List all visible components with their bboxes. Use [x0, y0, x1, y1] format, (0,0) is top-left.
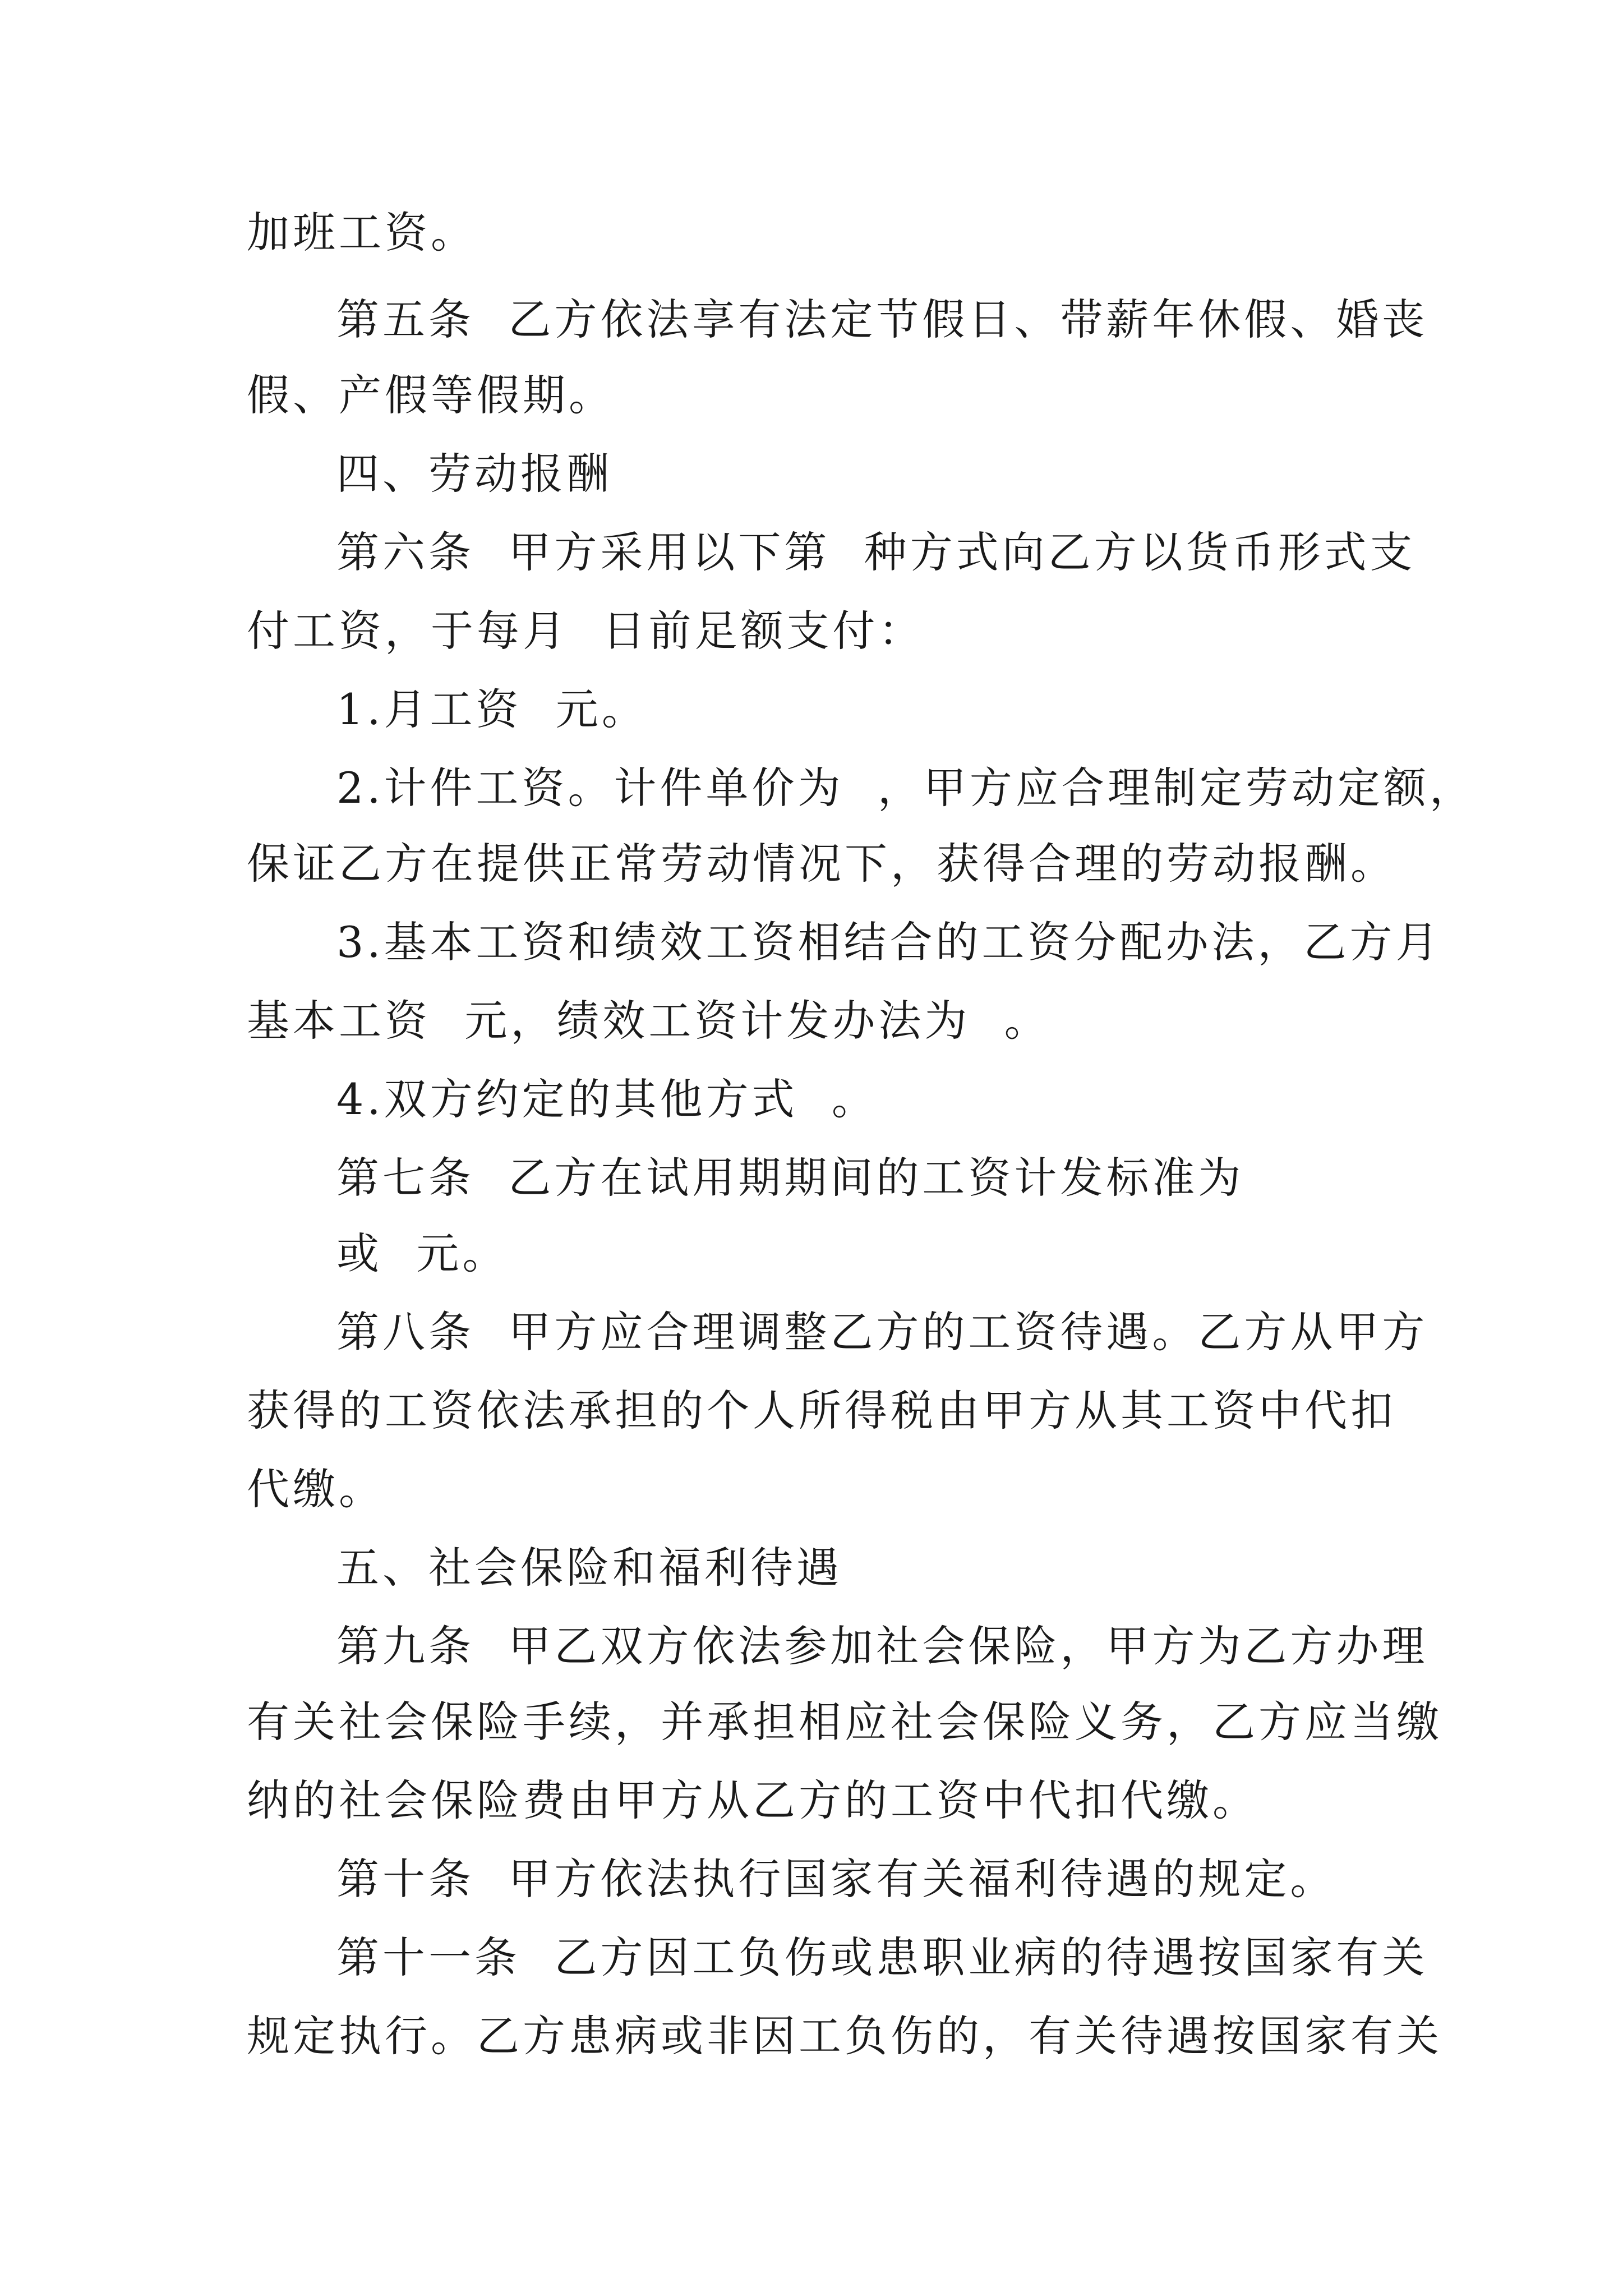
text-line: 2.计件工资。计件单价为 ，甲方应合理制定劳动定额， [336, 763, 1476, 813]
text-line: 加班工资。 [247, 208, 477, 257]
text-line: 第六条 甲方采用以下第 种方式向乙方以货币形式支 [336, 527, 1416, 577]
text-line: 纳的社会保险费由甲方从乙方的工资中代扣代缴。 [247, 1775, 1258, 1825]
text-line: 第八条 甲方应合理调整乙方的工资待遇。乙方从甲方 [336, 1307, 1428, 1357]
text-line: 有关社会保险手续，并承担相应社会保险义务，乙方应当缴 [247, 1697, 1442, 1747]
text-line: 第十条 甲方依法执行国家有关福利待遇的规定。 [336, 1854, 1336, 1904]
text-line: 第十一条 乙方因工负伤或患职业病的待遇按国家有关 [336, 1932, 1428, 1982]
text-line: 或 元。 [336, 1228, 509, 1278]
text-line: 4.双方约定的其他方式 。 [336, 1074, 878, 1124]
text-line: 第九条 甲乙双方依法参加社会保险，甲方为乙方办理 [336, 1621, 1428, 1671]
text-line: 代缴。 [247, 1464, 385, 1514]
section-heading: 五、社会保险和福利待遇 [336, 1543, 842, 1593]
text-line: 基本工资 元，绩效工资计发办法为 。 [247, 996, 1050, 1046]
text-line: 3.基本工资和绩效工资相结合的工资分配办法，乙方月 [336, 917, 1442, 967]
text-line: 第七条 乙方在试用期期间的工资计发标准为 [336, 1153, 1244, 1203]
text-line: 获得的工资依法承担的个人所得税由甲方从其工资中代扣 [247, 1386, 1396, 1435]
text-line: 假、产假等假期。 [247, 370, 615, 420]
text-line: 第五条 乙方依法享有法定节假日、带薪年休假、婚丧 [336, 295, 1428, 344]
text-line: 保证乙方在提供正常劳动情况下，获得合理的劳动报酬。 [247, 839, 1396, 889]
section-heading: 四、劳动报酬 [336, 449, 612, 499]
text-line: 付工资，于每月 日前足额支付： [247, 606, 925, 656]
text-line: 1.月工资 元。 [336, 684, 648, 734]
text-line: 规定执行。乙方患病或非因工负伤的，有关待遇按国家有关 [247, 2011, 1442, 2061]
